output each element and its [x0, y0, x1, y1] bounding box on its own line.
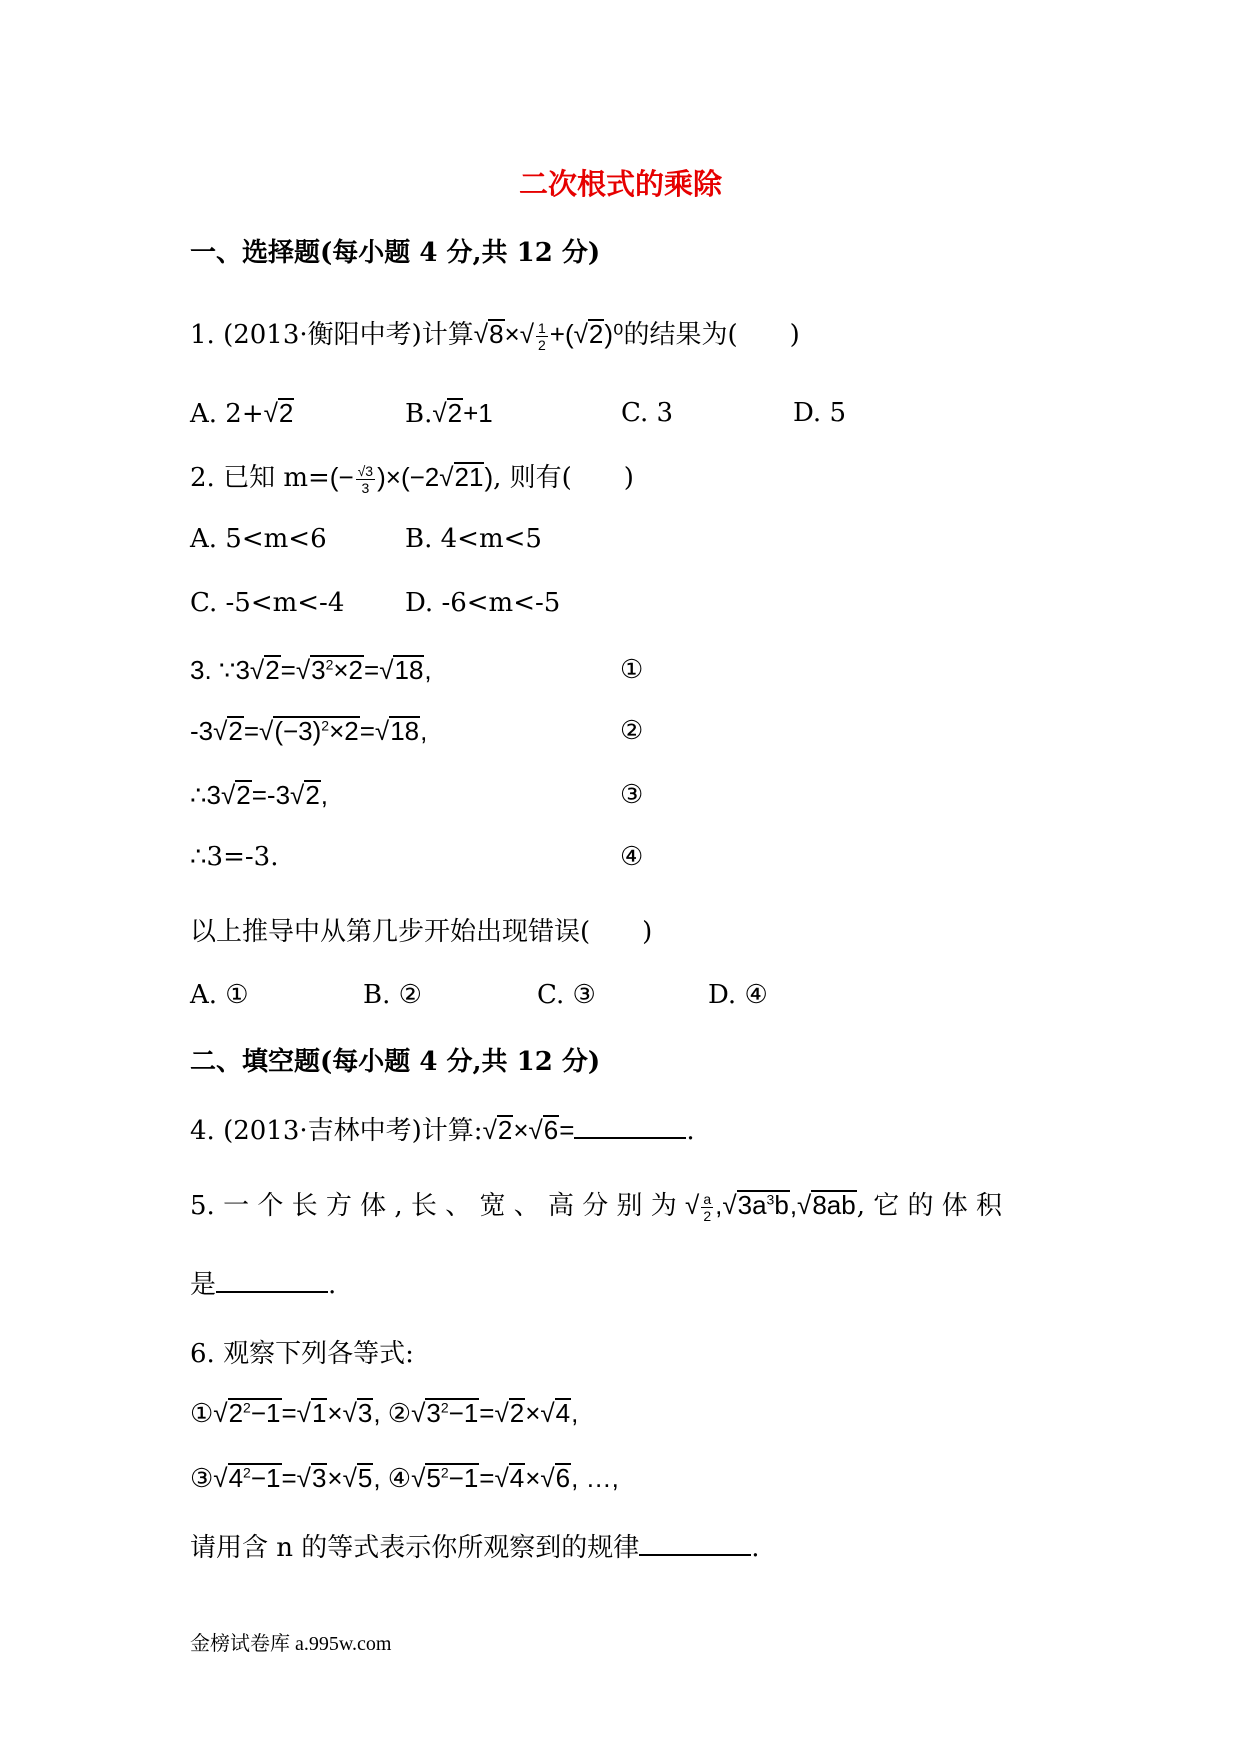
- question-6-ask: 请用含 n 的等式表示你所观察到的规律 .: [190, 1533, 760, 1563]
- page-title: 二次根式的乘除: [518, 167, 722, 201]
- section-heading-choice: 一、选择题(每小题 4 分,共 12 分): [190, 238, 601, 268]
- question-4: 4. (2013·吉林中考)计算:√2×√6= .: [190, 1115, 695, 1146]
- q2-prefix: 2. 已知 m=: [190, 463, 330, 493]
- q3-option-a: A. ①: [190, 980, 249, 1010]
- q1-prefix: 1. (2013·衡阳中考)计算: [190, 320, 474, 350]
- q1-option-b: B.√2+1: [405, 398, 493, 429]
- q1-option-a: A. 2+√2: [190, 398, 294, 429]
- q3-option-b: B. ②: [363, 980, 422, 1010]
- q1-option-d: D. 5: [793, 398, 846, 428]
- q1-formula: √8×√ $\frac{1}{2}$ +(√2)⁰: [473, 319, 624, 353]
- question-2: [190, 457, 634, 496]
- q3-option-d: D. ④: [708, 980, 768, 1010]
- section-heading-fill: 二、填空题(每小题 4 分,共 12 分): [190, 1047, 601, 1077]
- question-5-line-2: 是 .: [190, 1270, 337, 1300]
- q6-equations-1: $①√2^2-1=√1\times√3$, $②√3^2-1=√2\times√4$,: [190, 1398, 579, 1428]
- q2-option-a: A. 5<m<6: [190, 524, 327, 554]
- q3-step-4: ④: [620, 842, 644, 872]
- q2-suffix: , 则有( ): [493, 463, 634, 493]
- question-5: 5. 一 个 长 方 体 , 长 、 宽 、 高 分 别 为 √ $\frac{a}{2}$ $,√3a^3b,√8ab$, 它 的 体 积: [190, 1190, 1003, 1224]
- answer-blank-4[interactable]: [574, 1136, 686, 1139]
- q6-equations-2: $③√4^2-1=√3\times√5$, $④√5^2-1=√4\times√6$, …,: [190, 1463, 619, 1493]
- answer-blank-5[interactable]: [216, 1290, 328, 1293]
- q3-step-1: ①: [620, 655, 644, 685]
- q3-step-2: ②: [620, 716, 644, 746]
- q3-line-4: ∴3=-3.: [190, 842, 279, 872]
- q2-formula: (− $\frac{√3}{3}$ )×(−2√21): [329, 462, 494, 496]
- q3-line-3: ∴3√2=-3√2,: [190, 780, 329, 810]
- question-6-intro: 6. 观察下列各等式:: [190, 1339, 414, 1369]
- q2-option-d: D. -6<m<-5: [405, 588, 561, 618]
- q3-line-2: $-3√2=√(-3)^2\times 2=√18$,: [190, 716, 428, 746]
- q3-option-c: C. ③: [537, 980, 596, 1010]
- footer: 金榜试卷库 a.995w.com: [190, 1633, 392, 1655]
- answer-blank-6[interactable]: [639, 1553, 751, 1556]
- q3-question: 以上推导中从第几步开始出现错误( ): [190, 917, 653, 947]
- q3-step-3: ③: [620, 780, 644, 810]
- question-1: [190, 314, 800, 353]
- q2-option-b: B. 4<m<5: [405, 524, 542, 554]
- q1-option-c: C. 3: [621, 398, 674, 428]
- q1-suffix: 的结果为( ): [623, 320, 800, 350]
- q2-option-c: C. -5<m<-4: [190, 588, 345, 618]
- q3-line-1: 3. $\because 3√2=√3^2\times 2=√18$,: [190, 655, 432, 685]
